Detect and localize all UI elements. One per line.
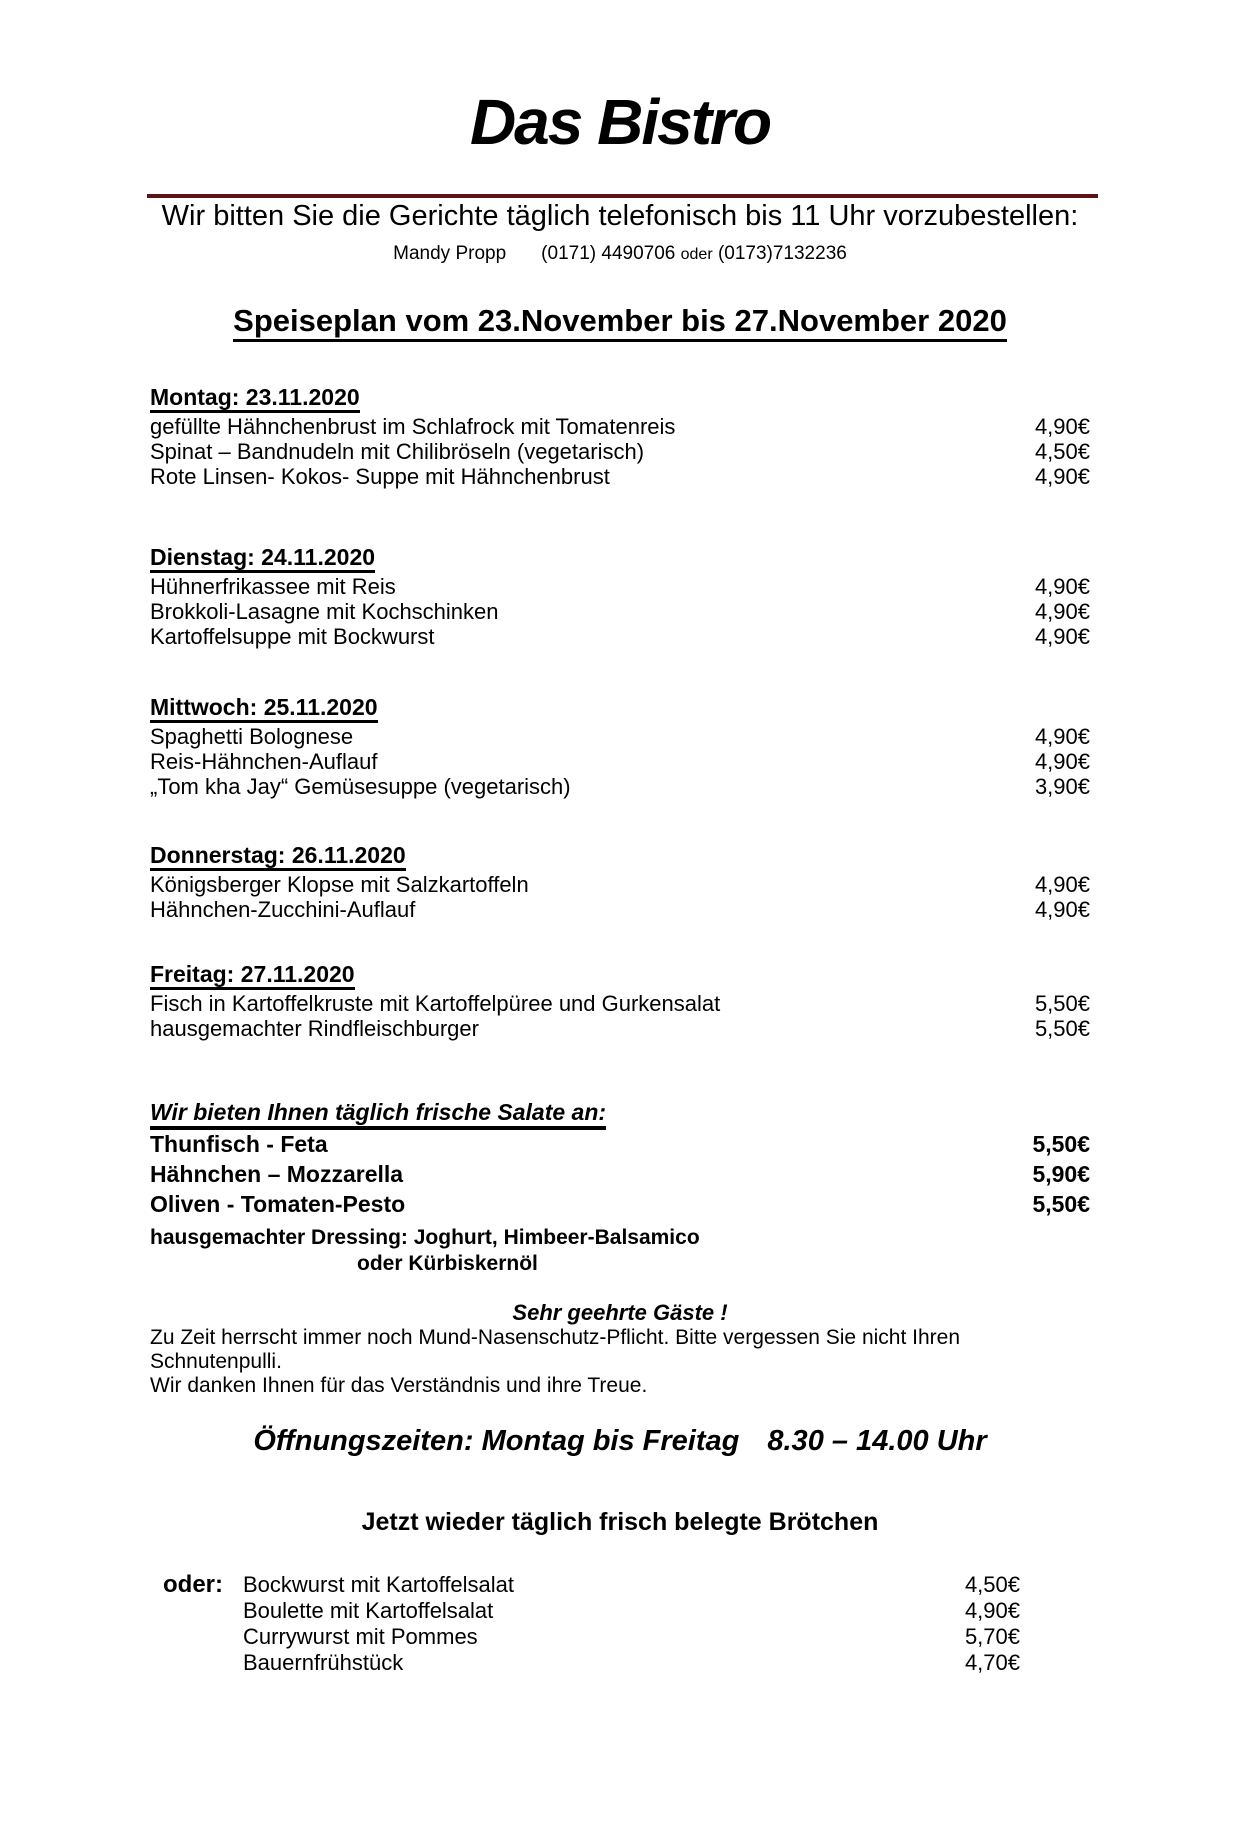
dish-name: Bauernfrühstück bbox=[243, 1650, 404, 1675]
extra-item-row bbox=[243, 1572, 1020, 1598]
day-section-mittwoch bbox=[150, 692, 1090, 799]
header-rule bbox=[147, 194, 1098, 198]
dish-price: 4,90€ bbox=[1034, 872, 1090, 897]
dressing-line1: hausgemachter Dressing: Joghurt, Himbeer-Balsamico bbox=[150, 1226, 700, 1249]
dish-name: Königsberger Klopse mit Salzkartoffeln bbox=[150, 872, 529, 897]
dish-name: Hühnerfrikassee mit Reis bbox=[150, 574, 396, 599]
dish-price: 5,50€ bbox=[1034, 991, 1090, 1016]
day-heading-montag bbox=[150, 382, 1090, 412]
menu-item-row bbox=[150, 991, 1090, 1016]
dish-price: 3,90€ bbox=[1034, 774, 1090, 799]
salads-heading-text: Wir bieten Ihnen täglich frische Salate an: bbox=[150, 1099, 606, 1130]
dish-price: 4,90€ bbox=[1034, 464, 1090, 489]
menu-document bbox=[0, 86, 1240, 1839]
dish-price: 4,90€ bbox=[1034, 574, 1090, 599]
menu-item-row bbox=[150, 724, 1090, 749]
dish-name: Brokkoli-Lasagne mit Kochschinken bbox=[150, 599, 499, 624]
extra-item-row bbox=[243, 1650, 1020, 1676]
opening-hours-days: Öffnungszeiten: Montag bis Freitag bbox=[253, 1425, 740, 1457]
day-section-dienstag bbox=[150, 542, 1090, 649]
menu-heading bbox=[150, 303, 1090, 339]
dish-price: 5,50€ bbox=[1032, 1191, 1090, 1217]
notice-title: Sehr geehrte Gäste ! bbox=[512, 1300, 728, 1325]
notice-line2: Wir danken Ihnen für das Verständnis und ihre Treue. bbox=[150, 1374, 648, 1397]
menu-item-row bbox=[150, 414, 1090, 439]
dish-price: 4,90€ bbox=[1034, 414, 1090, 439]
opening-hours bbox=[150, 1424, 1090, 1458]
dish-name: Kartoffelsuppe mit Bockwurst bbox=[150, 624, 435, 649]
guest-notice bbox=[150, 1300, 1090, 1398]
broetchen-heading: Jetzt wieder täglich frisch belegte Brötchen bbox=[361, 1508, 879, 1536]
dish-price: 4,90€ bbox=[1034, 749, 1090, 774]
dish-name: gefüllte Hähnchenbrust im Schlafrock mit Tomatenreis bbox=[150, 414, 676, 439]
day-heading-freitag bbox=[150, 959, 1090, 989]
dish-name: Fisch in Kartoffelkruste mit Kartoffelpüree und Gurkensalat bbox=[150, 991, 721, 1016]
menu-item-row bbox=[150, 897, 1090, 922]
contact-line bbox=[150, 241, 1090, 267]
opening-hours-time: 8.30 – 14.00 Uhr bbox=[767, 1425, 987, 1457]
menu-item-row bbox=[150, 464, 1090, 489]
dish-price: 4,70€ bbox=[964, 1650, 1020, 1675]
dish-price: 4,90€ bbox=[1034, 599, 1090, 624]
day-heading-text: Mittwoch: 25.11.2020 bbox=[150, 694, 378, 723]
contact-name: Mandy Propp bbox=[393, 243, 507, 264]
restaurant-title: Das Bistro bbox=[469, 86, 771, 158]
extras-list bbox=[243, 1572, 1020, 1676]
menu-item-row bbox=[150, 1016, 1090, 1041]
dish-price: 4,50€ bbox=[1034, 439, 1090, 464]
dish-name: Oliven - Tomaten-Pesto bbox=[150, 1191, 406, 1217]
dish-name: „Tom kha Jay“ Gemüsesuppe (vegetarisch) bbox=[150, 774, 571, 799]
dish-price: 4,50€ bbox=[964, 1572, 1020, 1597]
contact-conjunction: oder bbox=[680, 246, 713, 263]
dish-name: Boulette mit Kartoffelsalat bbox=[243, 1598, 494, 1623]
day-section-freitag bbox=[150, 959, 1090, 1041]
extra-item-row bbox=[243, 1598, 1020, 1624]
menu-item-row bbox=[150, 574, 1090, 599]
salads-section bbox=[150, 1097, 1090, 1219]
day-heading-donnerstag bbox=[150, 840, 1090, 870]
menu-item-row bbox=[150, 439, 1090, 464]
dish-name: Hähnchen-Zucchini-Auflauf bbox=[150, 897, 416, 922]
dish-price: 5,50€ bbox=[1034, 1016, 1090, 1041]
dish-price: 5,90€ bbox=[1032, 1161, 1090, 1187]
day-section-donnerstag bbox=[150, 840, 1090, 922]
salad-item-row bbox=[150, 1159, 1090, 1189]
dressing-line2: oder Kürbiskernöl bbox=[357, 1252, 538, 1275]
dish-name: Spinat – Bandnudeln mit Chilibröseln (vegetarisch) bbox=[150, 439, 645, 464]
day-heading-text: Freitag: 27.11.2020 bbox=[150, 961, 355, 990]
extras-label: oder: bbox=[163, 1571, 223, 1598]
preorder-note: Wir bitten Sie die Gerichte täglich telefonisch bis 11 Uhr vorzubestellen: bbox=[161, 200, 1079, 232]
dish-name: hausgemachter Rindfleischburger bbox=[150, 1016, 479, 1041]
menu-item-row bbox=[150, 599, 1090, 624]
menu-heading-text: Speiseplan vom 23.November bis 27.November 2020 bbox=[233, 303, 1007, 342]
day-heading-text: Donnerstag: 26.11.2020 bbox=[150, 842, 406, 871]
dish-price: 4,90€ bbox=[1034, 897, 1090, 922]
dish-name: Reis-Hähnchen-Auflauf bbox=[150, 749, 378, 774]
dish-price: 4,90€ bbox=[964, 1598, 1020, 1623]
dish-name: Thunfisch - Feta bbox=[150, 1131, 328, 1157]
dish-price: 4,90€ bbox=[1034, 624, 1090, 649]
dish-name: Currywurst mit Pommes bbox=[243, 1624, 478, 1649]
dish-name: Spaghetti Bolognese bbox=[150, 724, 354, 749]
salad-item-row bbox=[150, 1129, 1090, 1159]
day-heading-mittwoch bbox=[150, 692, 1090, 722]
dish-name: Hähnchen – Mozzarella bbox=[150, 1161, 404, 1187]
salads-heading bbox=[150, 1097, 1090, 1127]
dish-price: 5,50€ bbox=[1032, 1131, 1090, 1157]
dish-price: 4,90€ bbox=[1034, 724, 1090, 749]
day-section-montag bbox=[150, 382, 1090, 489]
menu-item-row bbox=[150, 749, 1090, 774]
dish-price: 5,70€ bbox=[964, 1624, 1020, 1649]
contact-phone2: (0173)7132236 bbox=[717, 243, 847, 264]
day-heading-dienstag bbox=[150, 542, 1090, 572]
salad-item-row bbox=[150, 1189, 1090, 1219]
weekly-menu bbox=[150, 382, 1090, 1041]
extras-section bbox=[163, 1572, 1090, 1676]
dish-name: Bockwurst mit Kartoffelsalat bbox=[243, 1572, 515, 1597]
extra-item-row bbox=[243, 1624, 1020, 1650]
menu-item-row bbox=[150, 872, 1090, 897]
dish-name: Rote Linsen- Kokos- Suppe mit Hähnchenbrust bbox=[150, 464, 610, 489]
dressing-note bbox=[150, 1225, 1090, 1277]
notice-line1: Zu Zeit herrscht immer noch Mund-Nasenschutz-Pflicht. Bitte vergessen Sie nicht Ihren Schnutenpulli. bbox=[150, 1326, 960, 1373]
day-heading-text: Dienstag: 24.11.2020 bbox=[150, 544, 375, 573]
day-heading-text: Montag: 23.11.2020 bbox=[150, 384, 360, 413]
menu-item-row bbox=[150, 774, 1090, 799]
menu-item-row bbox=[150, 624, 1090, 649]
contact-phone1: (0171) 4490706 bbox=[541, 243, 676, 264]
